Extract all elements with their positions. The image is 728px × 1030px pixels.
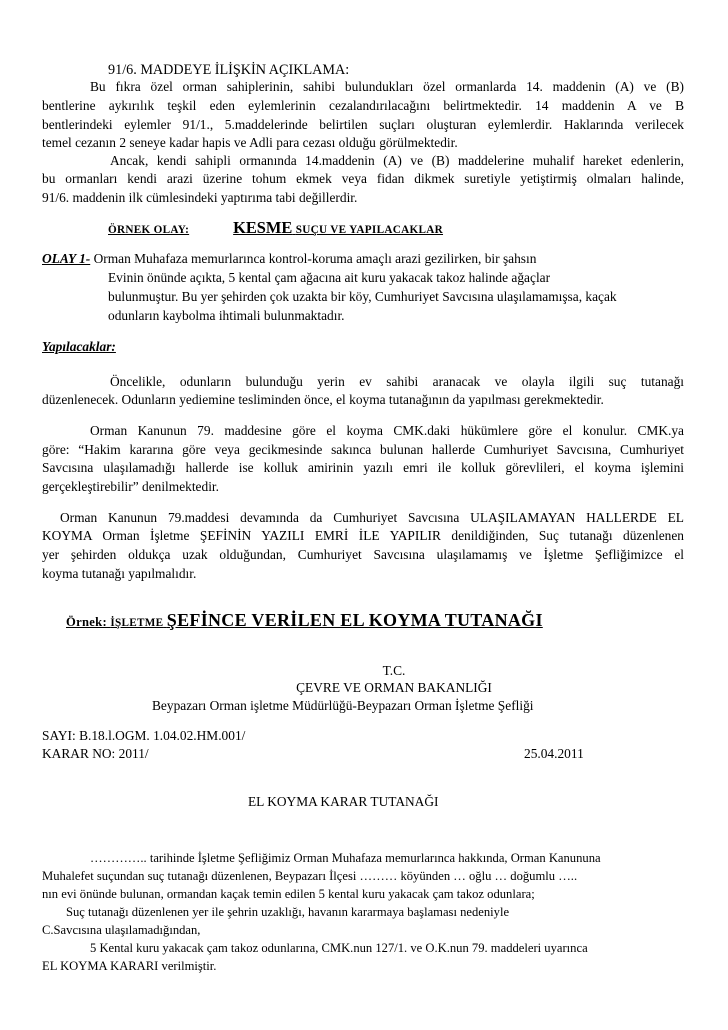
form-body-line-6: 5 Kental kuru yakacak çam takoz odunlarına, CMK.nun 127/1. ve O.K.nun 79. maddeleri uyarınca	[90, 941, 588, 955]
todo-p1-line-1: Öncelikle, odunların bulunduğu yerin ev sahibi aranacak ve olayla ilgili suç tutanağı	[110, 374, 684, 389]
form-body-line-5: C.Savcısına ulaşılamadığından,	[42, 923, 201, 937]
todo-p3-line-1: Orman Kanunun 79.maddesi devamında da Cumhuriyet Savcısına ULAŞILAMAYAN HALLERDE EL	[60, 510, 684, 525]
intro-line-3: bentlerindeki eylemler 91/1., 5.maddelerinde belirtilen suçları oluşturan eylemlerdir. Haklarında verilecek	[42, 117, 684, 132]
form-body-line-3: nın evi önünde bulunan, ormandan kaçak temin edilen 5 kental kuru yakacak çam takoz odunlara;	[42, 887, 535, 901]
example-title	[108, 220, 443, 238]
case-line-2: Evinin önünde açıkta, 5 kental çam ağacına ait kuru yakacak takoz halinde ağaçlar	[108, 270, 551, 285]
example-title-keyword: KESME	[233, 218, 293, 237]
form-body-line-2: Muhalefet suçundan suç tutanağı düzenlenen, Beypazarı İlçesi ……… köyünden … oğlu … doğumlu …..	[42, 869, 578, 883]
case-label: OLAY 1-	[42, 251, 91, 266]
however-line-3: 91/6. maddenin ilk cümlesindeki yaptırıma tabi değillerdir.	[42, 190, 358, 205]
todo-p2-line-3: Savcısına ulaşılamadığı hallerde ise kolluk amirinin yazılı emri ile kolluk görevlileri, el koyma işlemini	[42, 460, 684, 475]
ref-date: 25.04.2011	[524, 746, 584, 761]
form-body-line-1: ………….. tarihinde İşletme Şefliğimiz Orman Muhafaza memurlarınca hakkında, Orman Kanununa	[90, 851, 601, 865]
letterhead-ministry: ÇEVRE VE ORMAN BAKANLIĞI	[296, 680, 492, 695]
todo-p3-line-4: koyma tutanağı yapılmalıdır.	[42, 566, 197, 581]
example2-small: İŞLETME	[110, 617, 164, 629]
todo-label: Yapılacaklar:	[42, 339, 116, 354]
example2-title	[66, 612, 543, 631]
case-line-1	[42, 251, 536, 267]
form-body-line-7: EL KOYMA KARARI verilmiştir.	[42, 959, 217, 973]
example-title-rest: SUÇU VE YAPILACAKLAR	[295, 224, 444, 236]
todo-p2-line-1: Orman Kanunun 79. maddesine göre el koyma CMK.daki hükümlere göre el konulur. CMK.ya	[90, 423, 684, 438]
ref-sayi: SAYI: B.18.l.OGM. 1.04.02.HM.001/	[42, 728, 246, 743]
ref-karar-no: KARAR NO: 2011/	[42, 746, 149, 761]
intro-line-1: Bu fıkra özel orman sahiplerinin, sahibi bulundukları özel ormanlarda 14. maddenin (A) ve (B)	[90, 79, 684, 94]
letterhead-office: Beypazarı Orman işletme Müdürlüğü-Beypazarı Orman İşletme Şefliği	[152, 698, 534, 713]
case-line-4: odunların kaybolma ihtimali bulunmaktadır.	[108, 308, 345, 323]
form-body-line-4: Suç tutanağı düzenlenen yer ile şehrin uzaklığı, havanın kararmaya başlaması nedeniyle	[66, 905, 510, 919]
case-text-1: Orman Muhafaza memurlarınca kontrol-koruma amaçlı arazi gezilirken, bir şahsın	[93, 251, 537, 266]
letterhead-tc: T.C.	[382, 663, 406, 678]
todo-p1-line-2: düzenlenecek. Odunların yediemine tesliminden önce, el koyma tutanağının da yapılması gerekmektedir.	[42, 392, 604, 407]
example2-prefix: Örnek:	[66, 615, 107, 629]
example-title-prefix: ÖRNEK OLAY:	[108, 224, 190, 236]
section-heading: 91/6. MADDEYE İLİŞKİN AÇIKLAMA:	[108, 62, 350, 78]
intro-line-2: bentlerine aykırılık teşkil eden eylemlerinin cezalandırılacağını belirtmektedir. 14 maddenin A ve B	[42, 98, 684, 113]
however-line-2: bu ormanları kendi arazi üzerine tohum ekmek veya fidan dikmek suretiyle yetiştirmiş olmaları halinde,	[42, 171, 684, 186]
however-line-1: Ancak, kendi sahipli ormanında 14.maddenin (A) ve (B) maddelerine muhalif hareket edenlerin,	[110, 153, 684, 168]
todo-p2-line-4: gerçekleştirebilir” denilmektedir.	[42, 479, 219, 494]
intro-line-4: temel cezanın 2 seneye kadar hapis ve Adli para cezası olduğu görülmektedir.	[42, 135, 458, 150]
form-title: EL KOYMA KARAR TUTANAĞI	[248, 794, 439, 809]
todo-p2-line-2: göre: “Hakim kararına göre veya gecikmesinde sakınca bulunan hallerde Cumhuriyet Savcısına, Cumhuriyet	[42, 442, 684, 457]
case-line-3: bulunmuştur. Bu yer şehirden çok uzakta bir köy, Cumhuriyet Savcısına ulaşılamamışsa, kaçak	[108, 289, 617, 304]
example2-big: ŞEFİNCE VERİLEN EL KOYMA TUTANAĞI	[166, 610, 543, 630]
todo-p3-line-2: KOYMA Orman İşletme ŞEFİNİN YAZILI EMRİ İLE YAPILIR denildiğinden, Suç tutanağı düzenlenen	[42, 528, 684, 543]
todo-p3-line-3: yer şehirden oldukça uzak olduğundan, Cumhuriyet Savcısına ulaşılamamış ve İşletme Şefliğimizce el	[42, 547, 684, 562]
